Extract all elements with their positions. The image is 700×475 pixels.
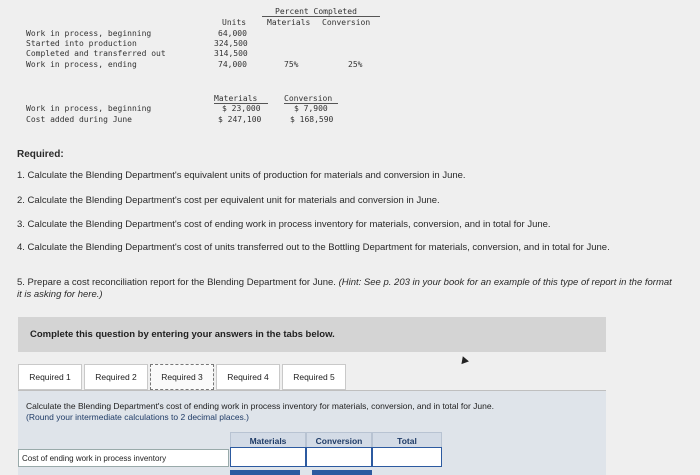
row-conversion-pct: 25% (348, 60, 363, 69)
row-label: Work in process, beginning (26, 104, 152, 113)
required-heading: Required: (17, 149, 64, 160)
instruction-text (26, 401, 601, 423)
required-item-5-main: 5. Prepare a cost reconciliation report for the Blending Department for June. (17, 277, 336, 288)
row-label: Started into production (26, 39, 137, 48)
tab-required-1[interactable]: Required 1 (18, 364, 82, 390)
instruction-main: Calculate the Blending Department's cost of ending work in process inventory for materials, conversion, and in total for June. (26, 401, 494, 411)
col-materials: Materials (214, 94, 258, 103)
required-item-5-hint: (Hint: See p. 203 in your book for an example of this type of report in the format it is asking for here.) (17, 277, 672, 300)
instruction-note: (Round your intermediate calculations to 2 decimal places.) (26, 412, 250, 422)
row-label: Completed and transferred out (26, 49, 166, 58)
col-conversion: Conversion (322, 18, 371, 27)
next-button-bar (230, 470, 300, 475)
percent-completed-label: Percent Completed (275, 7, 357, 16)
required-item-5 (17, 277, 672, 301)
tab-required-4[interactable]: Required 4 (216, 364, 280, 390)
row-conversion: $ 168,590 (290, 115, 334, 124)
header-rule (262, 16, 380, 17)
total-input[interactable] (372, 447, 442, 467)
row-label: Work in process, ending (26, 60, 137, 69)
row-materials: $ 247,100 (218, 115, 262, 124)
header-materials: Materials (230, 432, 306, 449)
prev-button-bar (312, 470, 372, 475)
col-materials: Materials (267, 18, 311, 27)
row-units: 74,000 (218, 60, 247, 69)
row-label: Work in process, beginning (26, 29, 152, 38)
tab-required-5[interactable]: Required 5 (282, 364, 346, 390)
tab-required-3[interactable]: Required 3 (150, 364, 214, 390)
answer-row-label: Cost of ending work in process inventory (18, 449, 229, 467)
row-label: Cost added during June (26, 115, 132, 124)
tab-required-2[interactable]: Required 2 (84, 364, 148, 390)
col-conversion: Conversion (284, 94, 333, 103)
header-conversion: Conversion (306, 432, 372, 449)
required-item: 1. Calculate the Blending Department's equivalent units of production for materials and conversion in June. (17, 170, 466, 181)
required-item: 2. Calculate the Blending Department's cost per equivalent unit for materials and conversion in June. (17, 195, 440, 206)
col-units: Units (222, 18, 247, 27)
row-units: 64,000 (218, 29, 247, 38)
row-units: 314,500 (214, 49, 248, 58)
conversion-input[interactable] (306, 447, 372, 467)
required-item: 3. Calculate the Blending Department's cost of ending work in process inventory for materials, conversion, and in total for June. (17, 219, 551, 230)
materials-input[interactable] (230, 447, 306, 467)
row-conversion: $ 7,900 (294, 104, 328, 113)
row-materials-pct: 75% (284, 60, 299, 69)
mouse-cursor-icon (459, 355, 469, 364)
row-materials: $ 23,000 (222, 104, 261, 113)
row-units: 324,500 (214, 39, 248, 48)
required-item: 4. Calculate the Blending Department's cost of units transferred out to the Bottling Department for materials, conversion, and in total for June. (17, 242, 610, 253)
panel-text: Complete this question by entering your answers in the tabs below. (30, 329, 335, 340)
header-total: Total (372, 432, 442, 449)
